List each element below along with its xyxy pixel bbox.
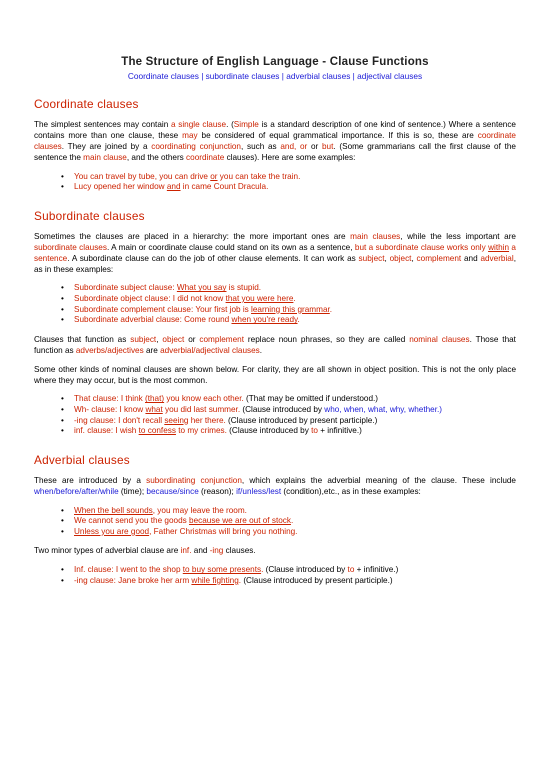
text-run: When the bell sounds <box>74 505 153 515</box>
text-run: is a standard description of one kind of sentence.) Where a sentence contains more than one clause, these <box>34 120 516 140</box>
list-item <box>74 315 516 326</box>
text-run: subordinating conjunction <box>146 475 242 485</box>
text-run: because/since <box>146 486 199 496</box>
text-run: . <box>259 345 263 355</box>
text-run: because we are out of stock <box>189 516 291 526</box>
text-run: , <box>411 253 417 263</box>
text-run: learning this grammar <box>251 304 330 314</box>
section-nav <box>34 71 516 81</box>
text-run: . ( <box>226 120 234 129</box>
text-run: coordinate <box>186 152 225 162</box>
text-run: . Those that function as <box>34 334 516 355</box>
text-run: (Clause introduced by <box>263 565 348 575</box>
text-run: subordinate clauses <box>34 242 107 252</box>
text-run: . <box>290 516 294 526</box>
text-run: object <box>389 253 412 263</box>
text-run: , and the others <box>126 152 187 162</box>
text-run: (Clause introduced by present participle.) <box>241 575 393 585</box>
text-run: (that) <box>145 394 165 404</box>
nav-separator: | <box>279 71 287 81</box>
text-run: to buy some presents <box>182 565 262 575</box>
text-run: if/unless/lest <box>236 486 282 496</box>
text-run: -ing clause: Jane broke her arm <box>74 575 192 585</box>
text-run: . <box>329 304 333 314</box>
text-run: , as in these examples: <box>34 253 516 274</box>
text-run: Some other kinds of nominal clauses are shown below. For clarity, they are all shown in object position. This is not the only place where they may occur, but is the most common. <box>34 364 516 385</box>
text-run: main clause <box>83 152 127 162</box>
text-run: clauses. <box>223 546 256 556</box>
text-run: to confess <box>138 426 176 436</box>
text-run: inf. clause: I wish <box>74 426 139 436</box>
list-item <box>74 182 516 193</box>
text-run: (condition),etc., as in these examples: <box>281 486 421 496</box>
paragraph <box>34 120 516 164</box>
text-run: Wh- clause: I know <box>74 405 146 415</box>
text-run: when/before/after/while <box>34 486 119 496</box>
text-run: That clause: I think <box>74 394 145 404</box>
text-run: (time); <box>118 486 147 496</box>
text-run: and, or <box>280 141 308 151</box>
text-run: These are introduced by a <box>34 475 147 485</box>
text-run: -ing clause: I don't recall <box>74 415 165 425</box>
document-page <box>34 56 516 596</box>
text-run: (That may be omitted if understood.) <box>243 394 379 404</box>
section-heading-adverbial: Adverbial clauses <box>34 452 130 467</box>
text-run: you can take the train. <box>217 171 301 181</box>
text-run: adverbial <box>480 253 514 263</box>
text-run: coordinate clauses <box>34 130 516 151</box>
text-run: , <box>384 253 390 263</box>
text-run: What you say <box>176 283 227 293</box>
list-item <box>74 527 516 538</box>
list-item <box>74 426 516 437</box>
text-run: that you were here <box>225 294 294 304</box>
text-run: to my crimes. <box>175 426 227 436</box>
text-run: complement <box>416 253 462 263</box>
section-heading-coordinate: Coordinate clauses <box>34 97 139 111</box>
text-run: You can travel by tube, you can drive <box>74 171 211 181</box>
text-run: , <box>156 334 163 344</box>
text-run: , such as <box>241 141 281 151</box>
text-run: clauses). Here are some examples: <box>224 152 356 162</box>
list-item <box>74 565 516 576</box>
text-run: while fighting <box>191 575 239 585</box>
example-list <box>34 283 516 325</box>
nav-link-adverbial[interactable]: adverbial clauses <box>286 71 351 81</box>
text-run: Subordinate object clause: I did not know <box>74 294 226 304</box>
paragraph <box>34 365 516 387</box>
text-run: and <box>166 182 181 192</box>
text-run: nominal clauses <box>409 334 470 344</box>
text-run: (Clause introduced by <box>226 426 312 436</box>
text-run: subject <box>358 253 385 263</box>
text-run: you did last summer. <box>162 405 241 415</box>
section-heading-subordinate: Subordinate clauses <box>34 208 145 223</box>
text-run: Subordinate complement clause: Your first job is <box>74 304 252 314</box>
text-run: adverbial/adjectival clauses <box>160 345 260 355</box>
text-run: or <box>184 334 200 344</box>
paragraph <box>34 232 516 276</box>
text-run: Inf. clause: I went to the shop <box>74 565 183 575</box>
list-item <box>74 283 516 294</box>
example-list <box>34 565 516 586</box>
paragraph <box>34 476 516 498</box>
text-run: + infinitive.) <box>317 426 362 436</box>
text-run: or <box>307 141 322 151</box>
page-title: The Structure of English Language - Clause Functions <box>121 56 429 68</box>
text-run: -ing <box>209 546 224 556</box>
text-run: are <box>143 345 161 355</box>
text-run: Subordinate subject clause: <box>74 283 177 293</box>
list-item <box>74 394 516 405</box>
text-run: Unless you are good <box>74 526 150 536</box>
text-run: or <box>210 171 218 181</box>
list-item <box>74 294 516 305</box>
text-run: . (Some grammarians call the first clause of the sentence the <box>34 141 516 162</box>
text-run: within <box>488 242 510 252</box>
text-run: object <box>162 334 185 344</box>
text-run: . <box>261 565 264 575</box>
list-item <box>74 305 516 316</box>
text-run: seeing <box>164 415 189 425</box>
text-run: coordinating conjunction <box>151 141 241 151</box>
example-list <box>34 172 516 193</box>
text-run: . They are joined by a <box>61 141 152 151</box>
text-run: Sometimes the clauses are placed in a hierarchy: the more important ones are <box>34 231 351 241</box>
example-list <box>34 394 516 436</box>
text-run: complement <box>199 334 244 344</box>
list-item <box>74 172 516 183</box>
text-run: , you may leave the room. <box>152 505 247 515</box>
text-run: but <box>322 141 334 151</box>
text-run: + infinitive.) <box>354 565 399 575</box>
text-run: (Clause introduced by present participle.) <box>225 415 378 425</box>
nav-link-adjectival[interactable]: adjectival clauses <box>357 71 423 81</box>
text-run: Simple <box>233 120 259 129</box>
list-item <box>74 506 516 517</box>
text-run: . <box>238 575 242 585</box>
text-run: adverbs/adjectives <box>75 345 144 355</box>
text-run: , Father Christmas will bring you nothing. <box>149 526 298 536</box>
text-run: subject <box>130 334 157 344</box>
text-run: to <box>311 426 318 436</box>
list-item <box>74 516 516 527</box>
text-run: main clauses <box>350 231 401 241</box>
paragraph <box>34 546 516 557</box>
text-run: you know each other. <box>164 394 244 404</box>
example-list <box>34 506 516 538</box>
text-run: replace noun phrases, so they are called <box>244 334 410 344</box>
text-run: and <box>191 546 210 556</box>
text-run: is stupid. <box>226 283 262 293</box>
text-run: be considered of equal grammatical importance. If this is so, these are <box>197 130 478 140</box>
text-run: her there. <box>188 415 226 425</box>
text-run: The simplest sentences may contain <box>34 120 171 129</box>
text-run: . A main or coordinate clause could stand on its own as a sentence, <box>106 242 355 252</box>
list-item <box>74 405 516 416</box>
text-run: what <box>145 405 163 415</box>
text-run: who, when, what, why, whether.) <box>324 405 443 415</box>
text-run: , which explains the adverbial meaning of the clause. These include <box>241 475 516 485</box>
text-run: (reason); <box>198 486 237 496</box>
text-run: Clauses that function as <box>34 334 131 344</box>
text-run: Lucy opened her window <box>74 182 167 192</box>
text-run: inf. <box>180 546 192 556</box>
text-run: but a subordinate clause works only <box>354 242 489 252</box>
text-run: , while the less important are <box>400 231 516 241</box>
text-run: . <box>293 294 296 304</box>
text-run: . <box>297 315 300 325</box>
text-run: may <box>182 130 198 140</box>
nav-separator: | <box>350 71 358 81</box>
nav-link-coordinate[interactable]: Coordinate clauses <box>127 71 199 81</box>
text-run: We cannot send you the goods <box>74 516 190 526</box>
text-run: Two minor types of adverbial clause are <box>34 546 181 556</box>
list-item <box>74 416 516 427</box>
text-run: Subordinate adverbial clause: Come round <box>74 315 232 325</box>
text-run: in came Count Dracula. <box>180 182 269 192</box>
text-run: a single clause <box>170 120 227 129</box>
nav-link-subordinate[interactable]: subordinate clauses <box>205 71 280 81</box>
text-run: a sentence <box>34 242 516 263</box>
text-run: when you're ready <box>231 315 298 325</box>
list-item <box>74 576 516 587</box>
text-run: to <box>347 565 355 575</box>
nav-separator: | <box>198 71 206 81</box>
text-run: and <box>461 253 481 263</box>
text-run: . A subordinate clause can do the job of other clause elements. It can work as <box>67 253 359 263</box>
paragraph <box>34 335 516 357</box>
text-run: (Clause introduced by <box>240 405 325 415</box>
